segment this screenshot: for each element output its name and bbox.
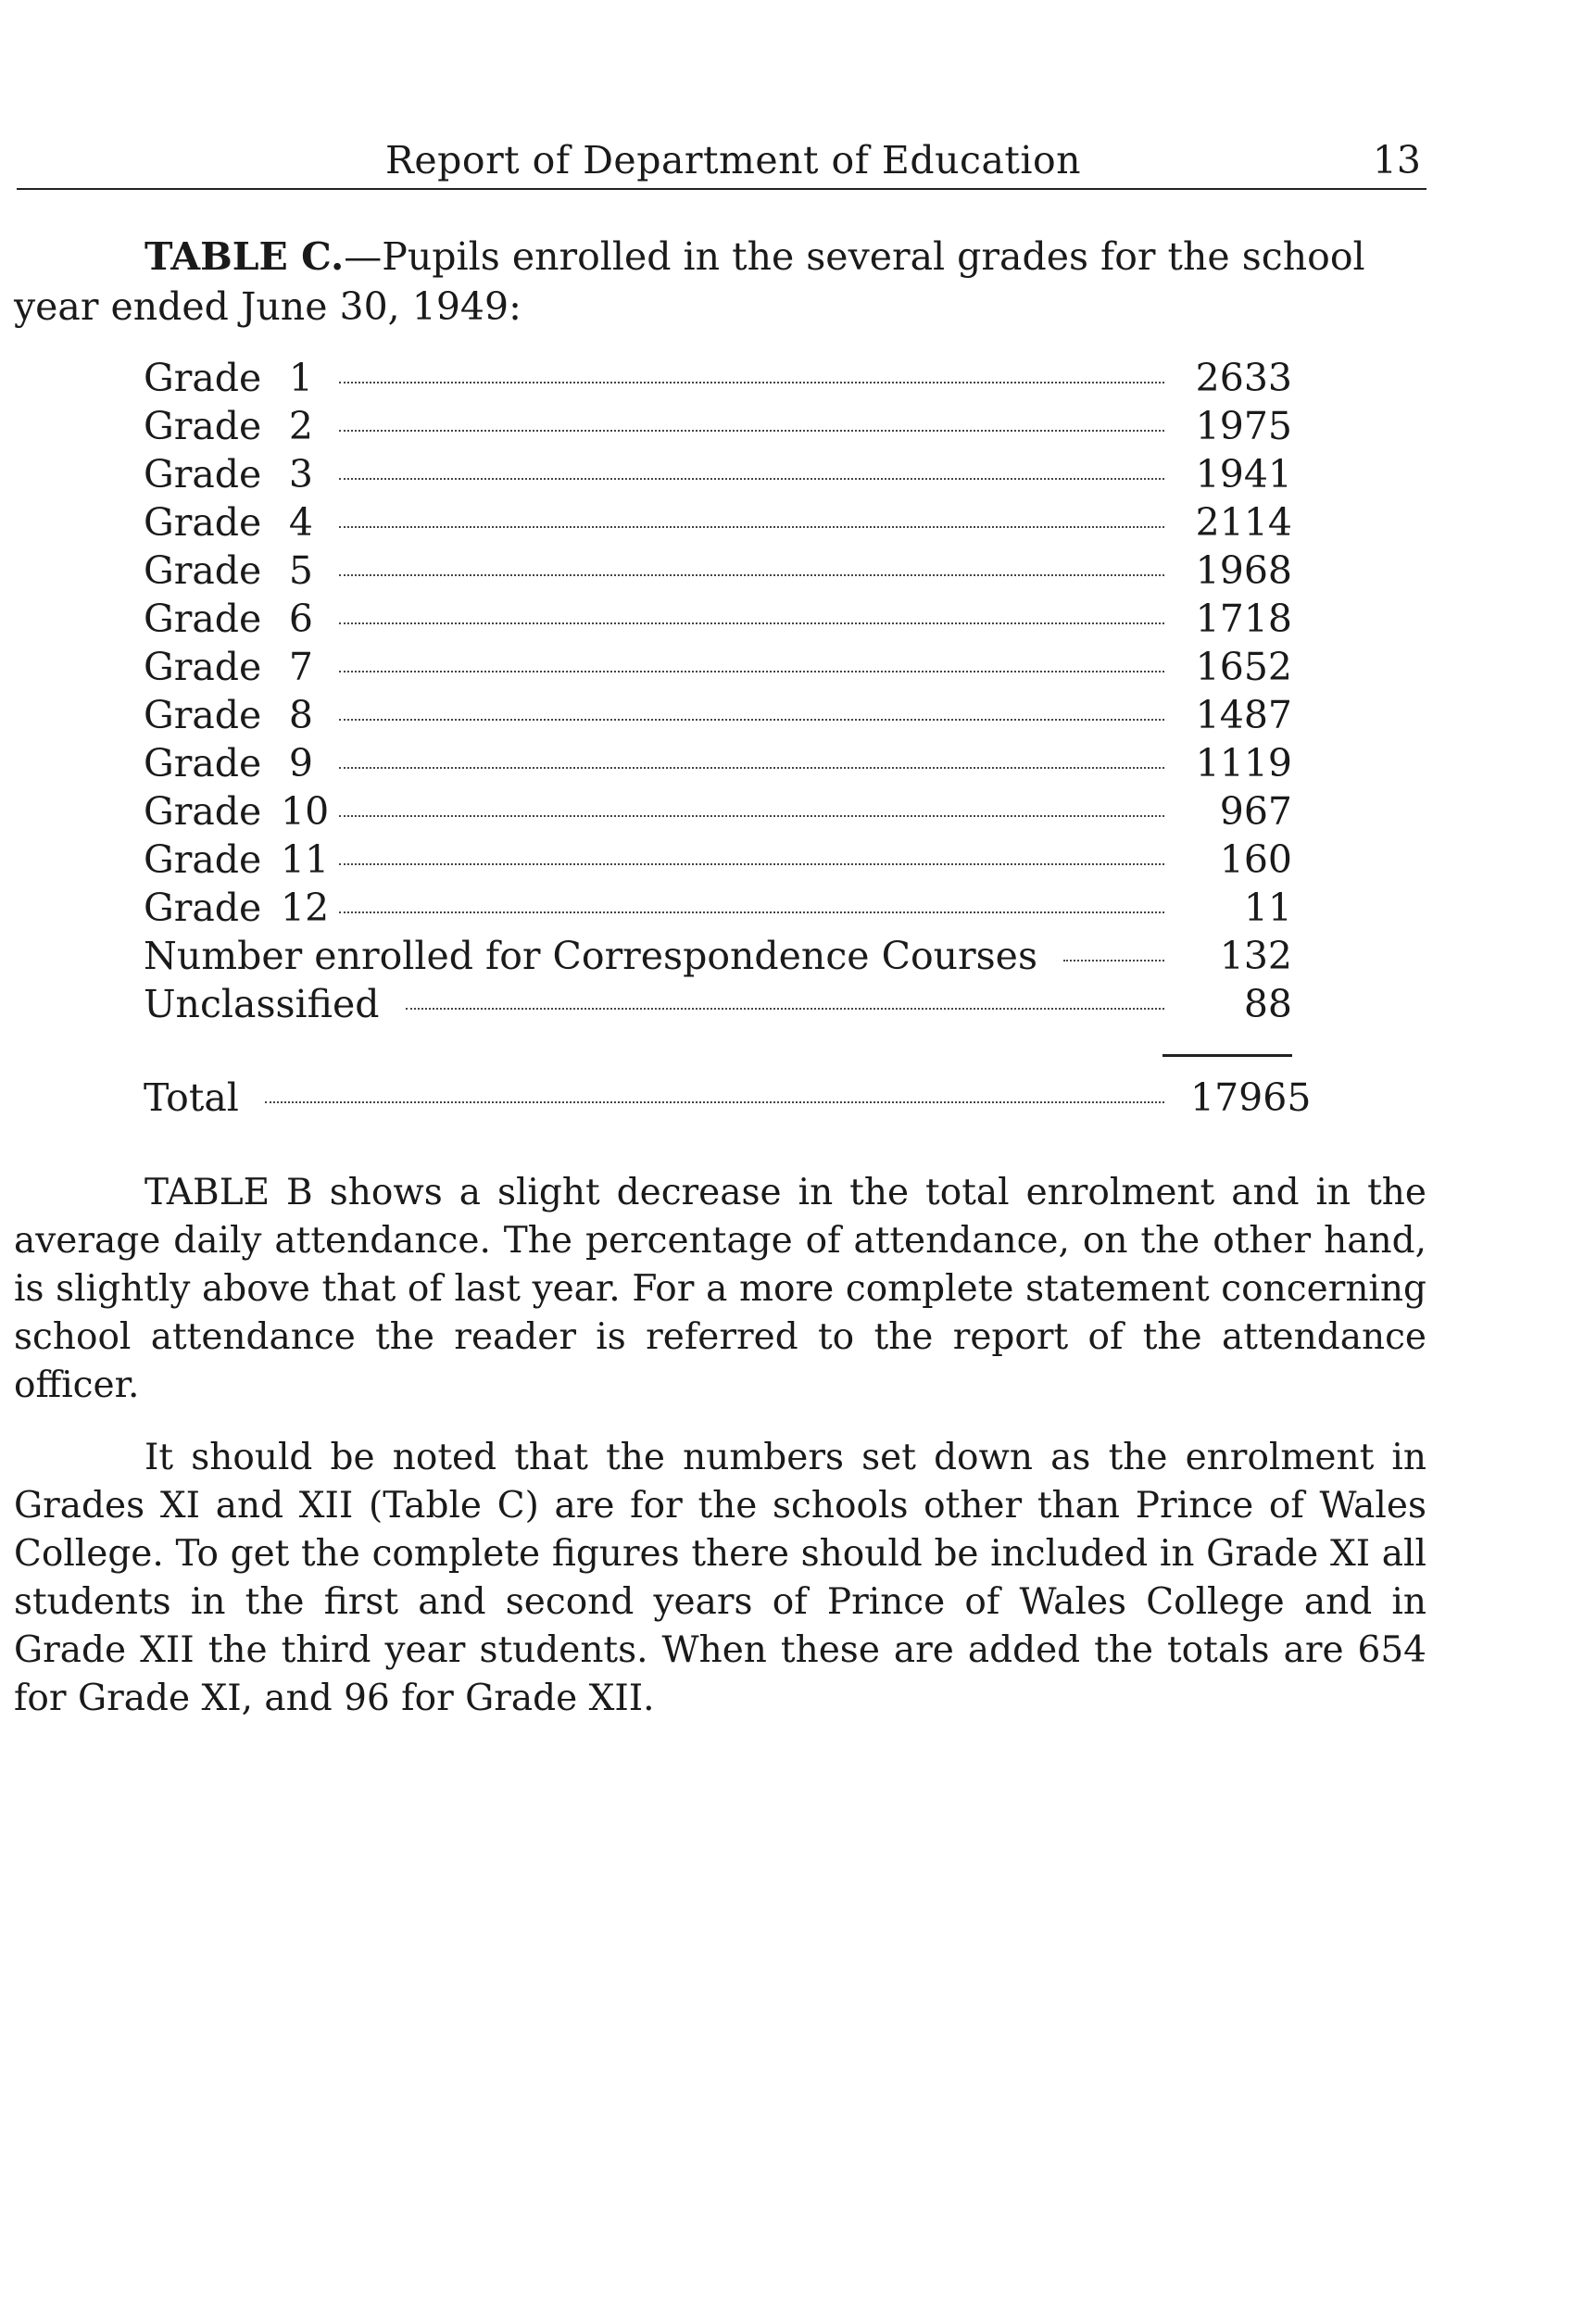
row-value: 1119 bbox=[1195, 741, 1292, 786]
row-value: 1652 bbox=[1195, 645, 1292, 689]
total-label: Total bbox=[144, 1075, 239, 1120]
page-number: 13 bbox=[1372, 138, 1421, 182]
row-label bbox=[144, 739, 313, 787]
running-header bbox=[17, 134, 1426, 190]
dot-leader bbox=[265, 1101, 1164, 1103]
row-value: 160 bbox=[1219, 837, 1292, 882]
row-label bbox=[144, 884, 330, 932]
row-value: 1718 bbox=[1195, 597, 1292, 641]
grade-number: 5 bbox=[288, 548, 313, 593]
row-label bbox=[144, 836, 330, 884]
grade-word: Grade bbox=[144, 741, 262, 786]
grade-word: Grade bbox=[144, 789, 262, 834]
table-row bbox=[144, 787, 1292, 836]
grade-word: Grade bbox=[144, 356, 262, 400]
row-value: 967 bbox=[1219, 789, 1292, 834]
grade-rows bbox=[144, 354, 1292, 932]
table-row bbox=[144, 450, 1292, 498]
table-row bbox=[144, 643, 1292, 691]
table-label: TABLE C. bbox=[145, 234, 345, 279]
table-caption bbox=[14, 232, 1426, 332]
table-row-correspondence bbox=[144, 932, 1292, 980]
row-label bbox=[144, 450, 313, 498]
table-caption-line-2: year ended June 30, 1949: bbox=[14, 284, 522, 329]
paragraph-2 bbox=[14, 1434, 1426, 1723]
row-label bbox=[144, 547, 313, 595]
total-rule bbox=[1162, 1054, 1292, 1057]
table-row bbox=[144, 691, 1292, 739]
row-value: 2633 bbox=[1195, 356, 1292, 400]
table-caption-dash: — bbox=[344, 234, 383, 279]
table-row bbox=[144, 836, 1292, 884]
row-label bbox=[144, 691, 313, 739]
dot-leader bbox=[339, 622, 1164, 624]
dot-leader bbox=[339, 719, 1164, 721]
row-label bbox=[144, 595, 313, 643]
dot-leader bbox=[339, 671, 1164, 672]
dot-leader bbox=[339, 382, 1164, 383]
row-value: 1975 bbox=[1195, 404, 1292, 448]
dot-leader bbox=[339, 863, 1164, 865]
grade-word: Grade bbox=[144, 500, 262, 545]
row-label bbox=[144, 643, 313, 691]
table-row-total bbox=[144, 1074, 1312, 1122]
grade-number: 8 bbox=[288, 693, 313, 737]
dot-leader bbox=[339, 767, 1164, 769]
row-label: Number enrolled for Correspondence Courses bbox=[144, 934, 1037, 978]
grade-number: 6 bbox=[288, 597, 313, 641]
table-row bbox=[144, 884, 1292, 932]
running-title: Report of Department of Education bbox=[385, 138, 1082, 182]
grade-number: 3 bbox=[288, 452, 313, 496]
table-row bbox=[144, 354, 1292, 402]
grade-word: Grade bbox=[144, 693, 262, 737]
dot-leader bbox=[339, 478, 1164, 480]
grade-word: Grade bbox=[144, 452, 262, 496]
grade-word: Grade bbox=[144, 404, 262, 448]
grade-number: 9 bbox=[288, 741, 313, 786]
dot-leader bbox=[339, 911, 1164, 913]
table-caption-text: Pupils enrolled in the several grades for the school bbox=[382, 234, 1365, 279]
grade-number: 7 bbox=[288, 645, 313, 689]
paragraph-1-text: TABLE B shows a slight decrease in the total enrolment and in the average daily attendance. The percentage of attendance, on the other hand, is slightly above that of last year. For a more complete statement concerning school attendance the reader is referred to the report of the attendance officer. bbox=[14, 1172, 1426, 1406]
table-caption-line-1 bbox=[14, 232, 1426, 282]
grade-word: Grade bbox=[144, 597, 262, 641]
dot-leader bbox=[406, 1008, 1164, 1010]
table-row bbox=[144, 498, 1292, 547]
dot-leader bbox=[1063, 960, 1164, 961]
table-row bbox=[144, 402, 1292, 450]
row-label bbox=[144, 402, 313, 450]
enrolment-table bbox=[144, 354, 1312, 1122]
dot-leader bbox=[339, 574, 1164, 576]
row-label bbox=[144, 787, 330, 836]
grade-number: 2 bbox=[288, 404, 313, 448]
grade-word: Grade bbox=[144, 837, 262, 882]
row-value: 88 bbox=[1243, 982, 1292, 1026]
row-label bbox=[144, 354, 313, 402]
dot-leader bbox=[339, 430, 1164, 432]
row-value: 132 bbox=[1219, 934, 1292, 978]
table-row-unclassified bbox=[144, 980, 1292, 1028]
table-row bbox=[144, 547, 1292, 595]
grade-number: 10 bbox=[281, 789, 330, 834]
total-value: 17965 bbox=[1190, 1075, 1312, 1120]
grade-number: 11 bbox=[281, 837, 330, 882]
grade-number: 1 bbox=[288, 356, 313, 400]
row-value: 1968 bbox=[1195, 548, 1292, 593]
table-row bbox=[144, 739, 1292, 787]
grade-word: Grade bbox=[144, 645, 262, 689]
paragraph-1 bbox=[14, 1169, 1426, 1410]
grade-number: 12 bbox=[281, 886, 330, 930]
paragraph-2-text: It should be noted that the numbers set down as the enrolment in Grades XI and XII (Table C) are for the schools other than Prince of Wales College. To get the complete figures there should be included in Grade XI all students in the first and second years of Prince of Wales College and in Grade XII the third year students. When these are added the totals are 654 for Grade XI, and 96 for Grade XII. bbox=[14, 1437, 1426, 1719]
row-value: 1941 bbox=[1195, 452, 1292, 496]
grade-word: Grade bbox=[144, 548, 262, 593]
dot-leader bbox=[339, 526, 1164, 528]
grade-number: 4 bbox=[288, 500, 313, 545]
dot-leader bbox=[339, 815, 1164, 817]
row-value: 2114 bbox=[1195, 500, 1292, 545]
row-value: 11 bbox=[1243, 886, 1292, 930]
row-label bbox=[144, 498, 313, 547]
row-value: 1487 bbox=[1195, 693, 1292, 737]
row-label: Unclassified bbox=[144, 982, 380, 1026]
grade-word: Grade bbox=[144, 886, 262, 930]
table-row bbox=[144, 595, 1292, 643]
